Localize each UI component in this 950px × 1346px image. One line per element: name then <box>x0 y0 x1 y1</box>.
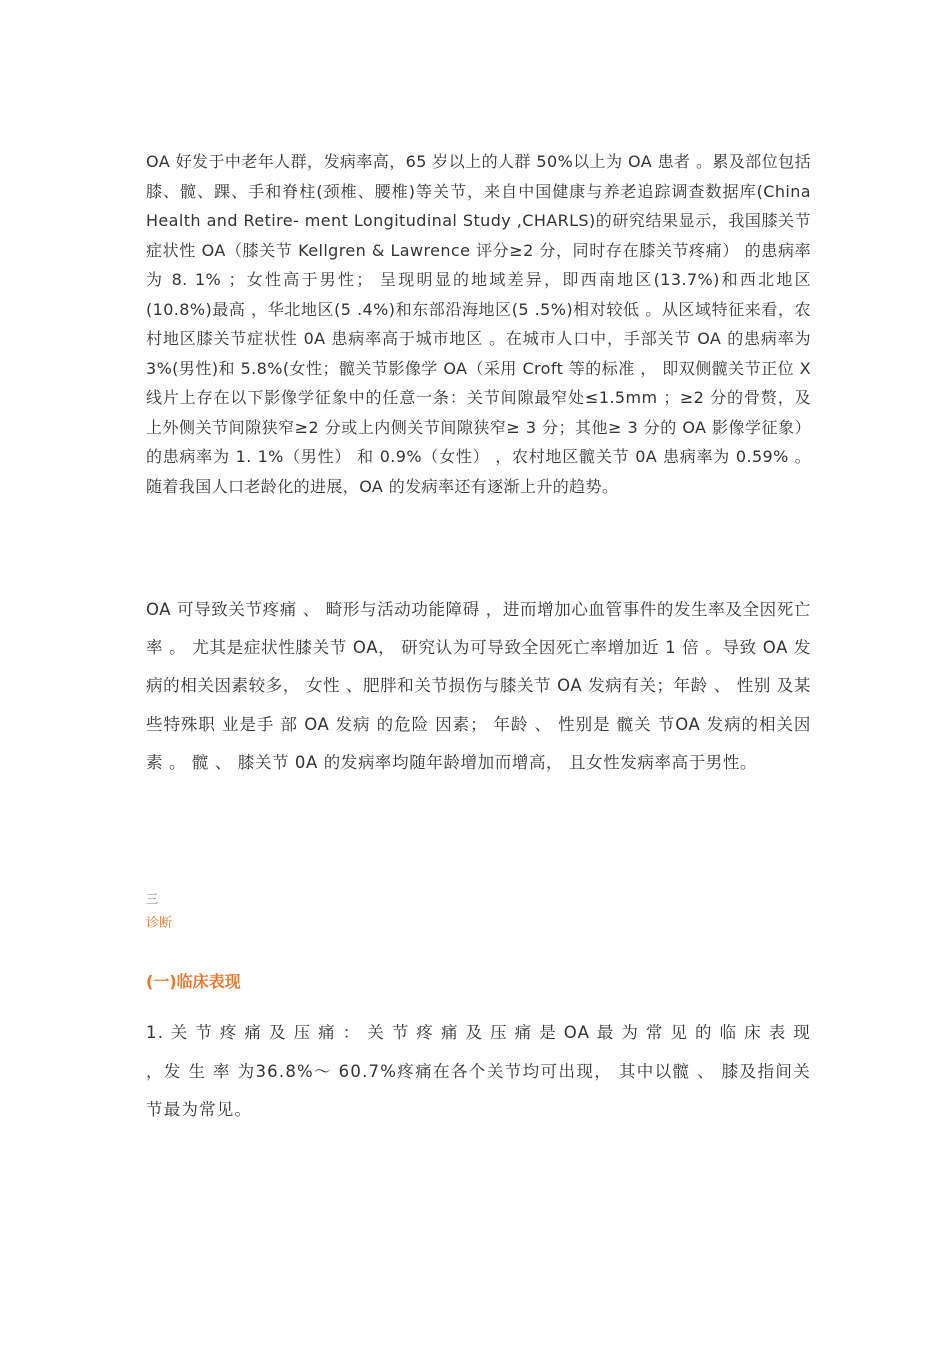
paragraph-prevalence: OA 好发于中老年人群，发病率高，65 岁以上的人群 50%以上为 OA 患者 。累及部位包括膝、髋、踝、手和脊柱(颈椎、腰椎)等关节，来自中国健康与养老追踪调查数据库(China Health and Retire- ment Longitudinal Study ,CHARLS)的研究结果显示，我国膝关节症状性 OA（膝关节 Kellgren & Lawrence 评分≥2 分，同时存在膝关节疼痛） 的患病率为 8. 1% ；女性高于男性； 呈现明显的地域差异，即西南地区(13.7%)和西北地区(10.8%)最高 ，华北地区(5 .4%)和东部沿海地区(5 .5%)相对较低 。从区域特征来看，农村地区膝关节症状性 0A 患病率高于城市地区 。在城市人口中，手部关节 OA 的患病率为 3%(男性)和 5.8%(女性；髋关节影像学 OA（采用 Croft 等的标准 ， 即双侧髋关节正位 X 线片上存在以下影像学征象中的任意一条：关节间隙最窄处≤1.5mm ；≥2 分的骨赘，及上外侧关节间隙狭窄≥2 分或上内侧关节间隙狭窄≥ 3 分；其他≥ 3 分的 OA 影像学征象） 的患病率为 1. 1%（男性） 和 0.9%（女性） ，农村地区髋关节 0A 患病率为 0.59% 。随着我国人口老龄化的进展，OA 的发病率还有逐渐上升的趋势。 <box>146 152 811 496</box>
section-number: 三 <box>146 892 159 906</box>
paragraph-risk-factors: OA 可导致关节疼痛 、 畸形与活动功能障碍 ，进而增加心血管事件的发生率及全因死亡率 。 尤其是症状性膝关节 OA， 研究认为可导致全因死亡率增加近 1 倍 。导致 OA 发病的相关因素较多， 女性 、肥胖和关节损伤与膝关节 OA 发病有关；年龄 、 性别 及某些特殊职 业是手 部 OA 发病 的危险 因素； 年龄 、 性别是 髋关 节OA 发病的相关因素 。 髋 、 膝关节 0A 的发病率均随年龄增加而增高， 且女性发病率高于男性。 <box>146 600 811 772</box>
section-title: 诊断 <box>146 916 173 931</box>
paragraph-joint-pain: 1. 关 节 疼 痛 及 压 痛 ： 关 节 疼 痛 及 压 痛 是 OA 最 为 常 见 的 临 床 表 现 ，发 生 率 为36.8%～ 60.7%疼痛在各个关节均可出现， 其中以髋 、 膝及指间关节最为常见。 <box>146 1023 811 1119</box>
subheading-clinical-manifestations: (一)临床表现 <box>146 972 241 991</box>
